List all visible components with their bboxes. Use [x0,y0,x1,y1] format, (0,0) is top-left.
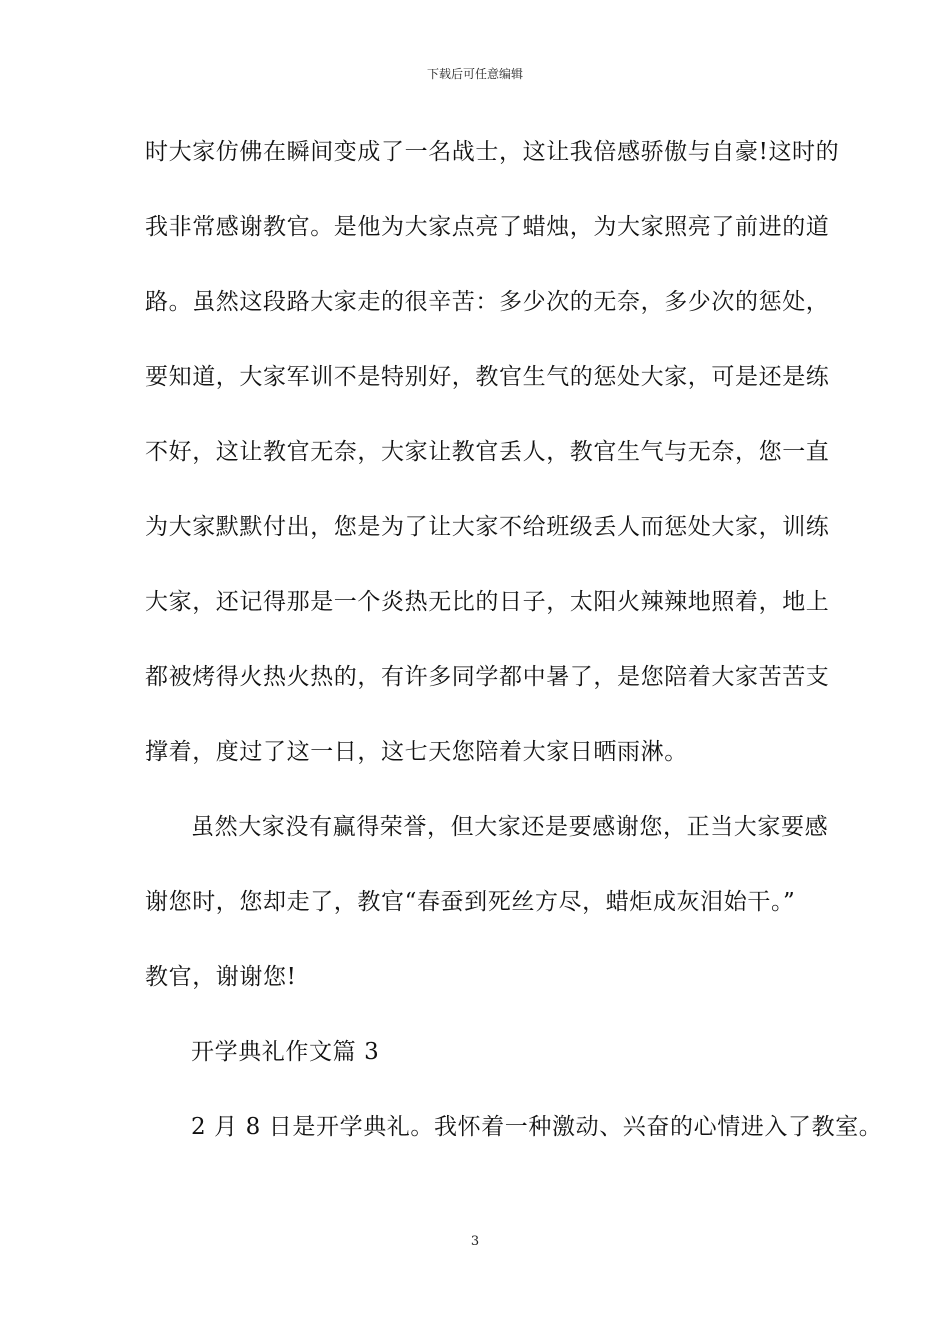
body-line: 撑着，度过了这一日，这七天您陪着大家日晒雨淋。 [145,739,688,765]
paragraph-start-line: 虽然大家没有赢得荣誉，但大家还是要感谢您，正当大家要感 [191,814,829,840]
body-line: 都被烤得火热火热的，有许多同学都中暑了，是您陪着大家苦苦支 [145,664,830,690]
body-line: 谢您时，您却走了，教官“春蚕到死丝方尽，蜡炬成灰泪始干。” [145,889,796,915]
paragraph-start-line: 2 月 8 日是开学典礼。我怀着一种激动、兴奋的心情进入了教室。 [191,1114,883,1140]
body-line: 不好，这让教官无奈，大家让教官丢人，教官生气与无奈，您一直 [145,439,830,465]
page-number: 3 [470,1234,480,1249]
body-line: 我非常感谢教官。是他为大家点亮了蜡烛，为大家照亮了前进的道 [145,214,830,240]
body-line: 要知道，大家军训不是特别好，教官生气的惩处大家，可是还是练 [145,364,830,390]
section-heading: 开学典礼作文篇 3 [191,1039,380,1065]
body-line: 教官，谢谢您! [145,964,297,990]
body-line: 大家，还记得那是一个炎热无比的日子，太阳火辣辣地照着，地上 [145,589,830,615]
body-line: 时大家仿佛在瞬间变成了一名战士，这让我倍感骄傲与自豪!这时的 [145,139,840,165]
page-header: 下载后可任意编辑 [426,67,523,81]
body-line: 路。虽然这段路大家走的很辛苦：多少次的无奈，多少次的惩处， [145,289,830,315]
document-body [145,132,883,1182]
body-line: 为大家默默付出，您是为了让大家不给班级丢人而惩处大家，训练 [145,514,830,540]
